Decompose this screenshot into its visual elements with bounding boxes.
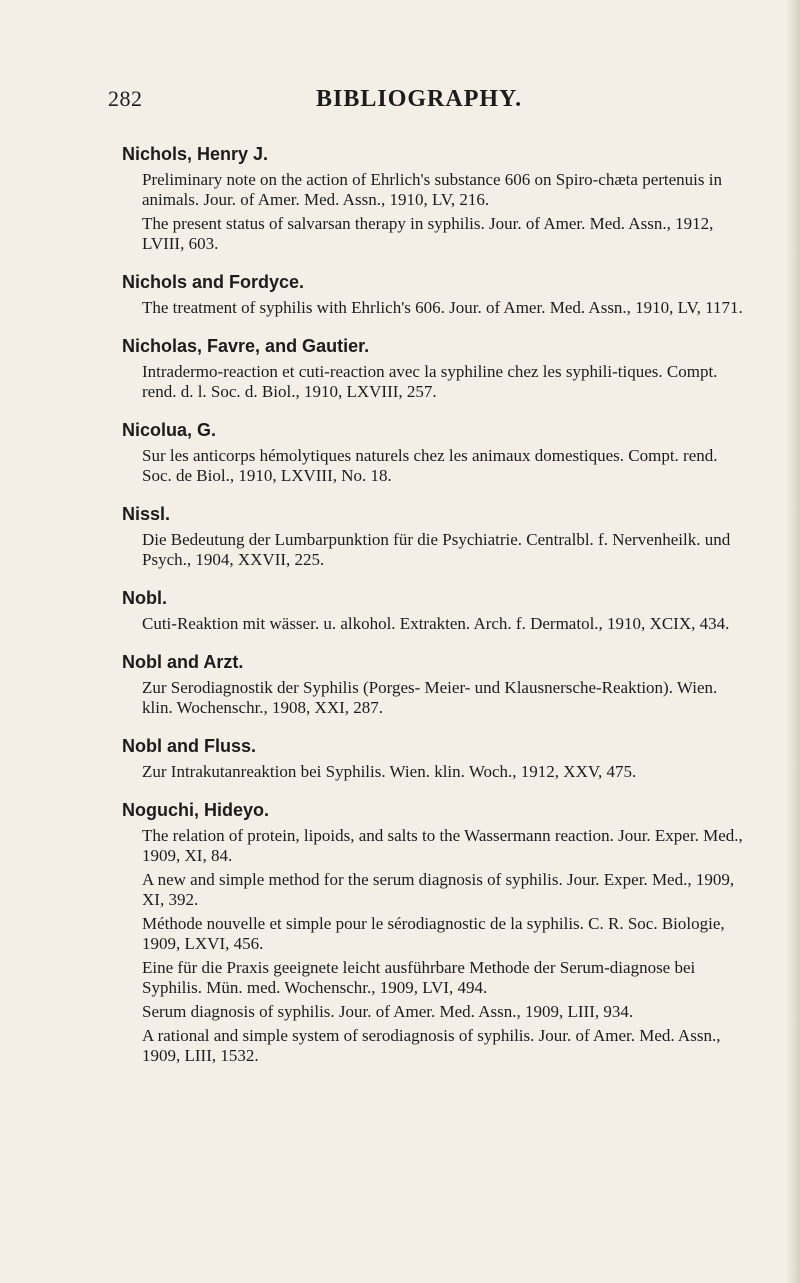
- entry-reference: Intradermo-reaction et cuti-reaction avec la syphiline chez les syphili-tiques. Compt. rend. d. l. Soc. d. Biol., 1910, LXVIII, 257.: [142, 362, 718, 401]
- entry-author: Nicholas, Favre, and Gautier.: [122, 336, 370, 356]
- entry-reference: Preliminary note on the action of Ehrlich's substance 606 on Spiro-chæta pertenuis in animals. Jour. of Amer. Med. Assn., 1910, LV, 216.: [142, 170, 722, 209]
- entry-author: Nichols and Fordyce.: [122, 272, 305, 292]
- entry-reference: Zur Intrakutanreaktion bei Syphilis. Wien. klin. Woch., 1912, XXV, 475.: [142, 762, 637, 781]
- bibliography-list: [122, 142, 750, 1082]
- entry-reference: The relation of protein, lipoids, and salts to the Wassermann reaction. Jour. Exper. Med., 1909, XI, 84.: [142, 826, 743, 865]
- entry-reference: A new and simple method for the serum diagnosis of syphilis. Jour. Exper. Med., 1909, XI, 392.: [142, 870, 735, 909]
- entry-reference: Serum diagnosis of syphilis. Jour. of Amer. Med. Assn., 1909, LIII, 934.: [142, 1002, 634, 1021]
- entry-author: Nobl.: [122, 588, 167, 608]
- entry-reference: Cuti-Reaktion mit wässer. u. alkohol. Extrakten. Arch. f. Dermatol., 1910, XCIX, 434.: [142, 614, 730, 633]
- entry-reference: The present status of salvarsan therapy in syphilis. Jour. of Amer. Med. Assn., 1912, LVIII, 603.: [142, 214, 714, 253]
- bibliography-entry: [122, 418, 750, 486]
- entry-author: Noguchi, Hideyo.: [122, 800, 270, 820]
- entry-reference: Méthode nouvelle et simple pour le sérodiagnostic de la syphilis. C. R. Soc. Biologie, 1909, LXVI, 456.: [142, 914, 725, 953]
- bibliography-entry: [122, 334, 750, 402]
- entry-reference: The treatment of syphilis with Ehrlich's 606. Jour. of Amer. Med. Assn., 1910, LV, 1171.: [142, 298, 743, 317]
- entry-author: Nobl and Arzt.: [122, 652, 244, 672]
- bibliography-entry: [122, 650, 750, 718]
- entry-reference: A rational and simple system of serodiagnosis of syphilis. Jour. of Amer. Med. Assn., 1909, LIII, 1532.: [142, 1026, 721, 1065]
- bibliography-entry: [122, 502, 750, 570]
- bibliography-entry: [122, 270, 750, 318]
- bibliography-entry: [122, 798, 750, 1066]
- bibliography-entry: [122, 734, 750, 782]
- bibliography-entry: [122, 142, 750, 254]
- entry-reference: Sur les anticorps hémolytiques naturels chez les animaux domestiques. Compt. rend. Soc. de Biol., 1910, LXVIII, No. 18.: [142, 446, 718, 485]
- page-header: [108, 86, 708, 116]
- entry-reference: Die Bedeutung der Lumbarpunktion für die Psychiatrie. Centralbl. f. Nervenheilk. und Psych., 1904, XXVII, 225.: [142, 530, 731, 569]
- entry-reference: Zur Serodiagnostik der Syphilis (Porges- Meier- und Klausnersche-Reaktion). Wien. klin. Wochenschr., 1908, XXI, 287.: [142, 678, 718, 717]
- entry-author: Nicolua, G.: [122, 420, 217, 440]
- entry-reference: Eine für die Praxis geeignete leicht ausführbare Methode der Serum-diagnose bei Syphilis. Mün. med. Wochenschr., 1909, LVI, 494.: [142, 958, 696, 997]
- entry-author: Nissl.: [122, 504, 171, 524]
- entry-author: Nichols, Henry J.: [122, 144, 269, 164]
- bibliography-entry: [122, 586, 750, 634]
- page-edge-shadow: [786, 0, 800, 1283]
- page-number: 282: [108, 86, 143, 111]
- entry-author: Nobl and Fluss.: [122, 736, 257, 756]
- running-title: BIBLIOGRAPHY.: [316, 86, 523, 112]
